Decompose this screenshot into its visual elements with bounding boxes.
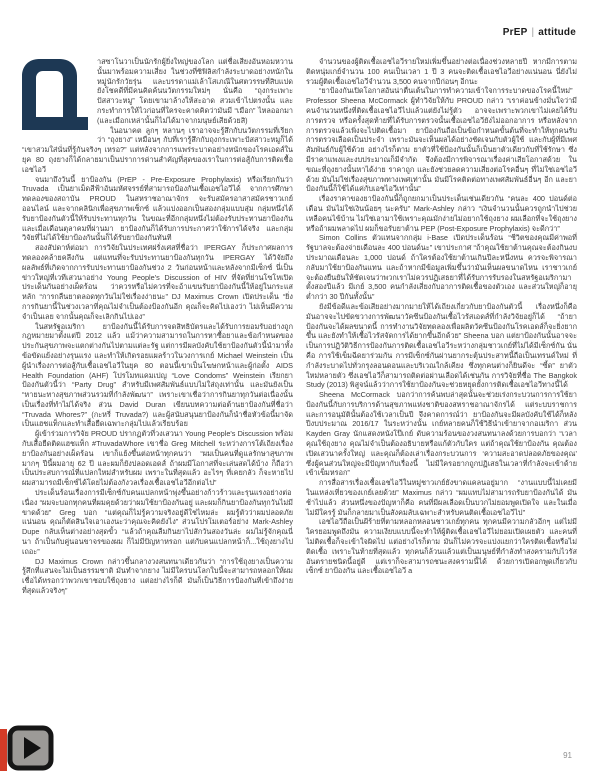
page-edge-red-strip (0, 729, 7, 771)
article-column-left (22, 57, 293, 596)
paragraph: Simon Collins ตัวแทนจากกลุ่ม i-Base เปิดประเด็นร้อน “ชีวิตของคุณมีค่าพอที่รัฐบาลจะต้องจ่ายเดือนละ 400 ปอนด์นะ” เขาประกาศ “ถ้าคุณใช้ยาต้านคุณจะต้องกินงบประมาณเดือนละ 1,000 ปอนด์ ถ้าใครต้องใช้ยาต้านเกินปีละหนึ่งหน ควรจะพิจารณากลับมาใช้ยาป้องกันแทน และถ้าหากมีข้อมูลเพิ่มขึ้นว่ามันเห็นผลขนาดไหน เราชาวเกย์จะต้องยืนยันให้ชัดเจนว่าพวกเราไม่ควรปฏิเสธยาที่ได้รับการรับรองในสหรัฐอเมริกามาตั้งสองปีแล้ว มีเกย์ 3,500 คนกำลังเสี่ยงกับอาการติดเชื้อของตัวเอง และส่วนใหญ่ก็อายุต่ำกว่า 30 ปีกันทั้งนั้น” (306, 233, 577, 302)
paragraph: ในสหรัฐอเมริกา ยาป้องกันนี้ได้รับการจดสิทธิบัตรและได้รับการยอมรับอย่างถูกกฎหมายมาตั้งแต่ปี 2012 แล้ว แม้ว่าความสามารถในการหาซื้อยาและข้อกำหนดของประกันสุขภาพจะแตกต่างกันไปตามแต่ละรัฐ แต่การมีผลบังคับใช้ยาป้องกันตัวนี้นำมาทั้งข้อขัดแย้งอย่างรุนแรง และทำให้เกิดรอยแผลร้าวในวงการเกย์ Michael Weinstein เป็นผู้นำเรื่องการต่อสู้กับเชื้อเอชไอวีในยุค 80 ตอนนี้เขาเป็นโฆษกหน้าและผู้ก่อตั้ง AIDS Health Foundation (AHF) โปรโมทแคมเปญ “Love Condoms” Weinstein เรียกยาป้องกันตัวนี้ว่า “Party Drug” สำหรับมีเพศสัมพันธ์แบบไม่ใส่ถุงเท่านั้น และมันยังเป็น “หายนะทางสุขภาพส่วนรวมที่กำลังพัฒนา” เพราะเขาเชื่อว่าการกินยาทุกวันต่อเนื่องนั้นเป็นเรื่องที่ทำไม่ได้จริง ส่วน David Duran เขียนบทความต่อต้านยาป้องกันที่ชื่อว่า “Truvada Whores?” (กะหรี่ Truvada?) และผู้สนับสนุนยาป้องกันก็นำชื่อหัวข้อนี้มาจัดเป็นแฮชแท็กและทำเสื้อยืดเฉพาะกลุ่มไปแล้วเรียบร้อย (22, 321, 293, 429)
paragraph: ประเด็นร้อนเรื่องการมีเซ็กซ์กับคนแปลกหน้าพุ่งขึ้นอย่างก้าวร้าวและรุนแรงอย่างต่อเนื่อง “ผมจะบอกทุกคนที่ผมคุยด้วยว่าผมใช้ยาป้องกันอยู่ และผมก็กินยาป้องกันทุกวันไม่มีขาดด้วย” Greg บอก “แต่คุณก็ไม่รู้ความจริงอยู่ดีใช่ไหมล่ะ ผมรู้ตัวว่าผมปลอดภัยแน่นอน คุณก็ตัดสินใจเอาเองนะว่าคุณจะคิดยังไง” ส่วนโปรโมเตอร์อย่าง Mark-Ashley Dupe กลับเห็นต่างอย่างสุดขั้ว “แล้วถ้าคุณลืมกินยาไปสักวันสองวันล่ะ ผมไม่รู้จักคุณนี่นา ถ้าเป็นกับคู่นอนขาจรของผม ก็ไม่มีปัญหาหรอก แต่กับคนแปลกหน้าก็...ใช้ถุงยางไปเถอะ” (22, 488, 293, 556)
paragraph: าสซาโนวาเป็นนักรักผู้ยิ่งใหญ่ของโลก แต่ชื่อเสียงอันหอมหวานนั้นมาพร้อมความเสี่ยง ในช่วงที่ซิฟิลิสกำลังระบาดอย่างหนักในหมู่นักรักวัยรุ่น และบรรดาแม่เล้าโสเภณีในศตวรรษที่สิบแปด ยังโชคดีที่มีคนคิดค้นนวัตกรรมใหม่ๆ นั่นคือ “ถุงกระเพาะปัสสาวะหมู” โดยเขามาล้างให้สะอาด สวมเข้าไปตรงนั้น และกระทำการให้ไวก่อนที่ใครจะคาดคิดว่ามันมี “เมือก” ไหลออกมา (และเมือกเหล่านั้นก็ไม่ได้มาจากมนุษย์เสียด้วยสิ) (97, 57, 293, 125)
play-icon (7, 725, 54, 771)
magazine-title: attitude (538, 27, 576, 38)
paragraph: ในอนาคต ลูกๆ หลานๆ เราอาจจะรู้สึกกับนวัตกรรมที่เรียกว่า “ถุงยาง” เหมือนๆ กับที่เรารู้สึกกับถุงกระเพาะปัสสาวะหมูก็ได้ “เขาสวมใส่นั่นที่รู้กันจริงๆ เหรอ?” แต่หลังจากการแพร่ระบาดอย่างหนักของโรคเอดส์ในยุค 80 ถุงยางก็ได้กลายมาเป็นปราการด่านสำคัญที่สุดของเราในการต่อสู้กับการติดเชื้อเอชไอวี (22, 125, 293, 174)
paragraph: จำนวนของผู้ติดเชื้อเอชไอวีรายใหม่เพิ่มขึ้นอย่างต่อเนื่องช่วงหลายปี หากมีการตามติดหนุ่มเกย์จำนวน 100 คนเป็นเวลา 1 ปี 3 คนจะติดเชื้อเอชไอวีอย่างแน่นอน นี่ยังไม่รวมผู้ติดเชื้อเอชไอวีจำนวน 3,500 คนจากปีก่อนๆ อีกนะ (306, 57, 577, 86)
page-header (503, 27, 576, 38)
paragraph: เอชไอวีถือเป็นผีร้ายที่ตามหลอกหลอนชาวเกย์ทุกคน ทุกคนมีความกลัวอีกๆ แต่ไม่มีใครยอมพูดถึงมัน ความเงียบแบบนี้จะทำให้ผู้ติดเชื้อเอชไอวีไม่ยอมเปิดเผยตัว และคนที่ไม่ติดเชื้อก็จะเข้าใจผิดไป แต่อย่างไรก็ตาม มันก็ไม่ควรจะแบ่งแยกว่าใครติดเชื้อหรือไม่ติดเชื้อ เพราะในท้ายที่สุดแล้ว ทุกคนก็ล้วนแล้วแต่เป็นมนุษย์ที่กำลังทำสงครามกับไวรัสอันตรายชนิดนี้อยู่ดี แต่เราก็จะสามารถชนะสงครามนี้ได้ ด้วยการเปิดอกพูดเกี่ยวกับเซ็กซ์ ยาป้องกัน และเชื้อเอชไอวี a (306, 517, 577, 576)
paragraph: Sheena McCormack บอกว่าการค้นพบล่าสุดนั้นจะช่วยเร่งกระบวนการการใช้ยาป้องกันนี้กับการบริการด้านสุขภาพแห่งชาติของสหราชอาณาจักรได้ แต่ระบบราชการและการอนุมัตินั้นต้องใช้เวลาเป็นปี จึงคาดการณ์ว่า ยาป้องกันจะมีผลบังคับใช้ได้ก็หลังปีงบประมาณ 2016/17 ในระหว่างนั้น เกย์หลายคนก็ใช้วิธีนำเข้ายาจากอเมริกา ส่วน Kayden Gray นักแสดงหนังโป๊เกย์ ดับความร้อนของวงสนทนาลงด้วยการบอกว่า “เวลาคุณใช้ถุงยาง คุณไม่จำเป็นต้องอธิบายหรือแก้ตัวกับใคร แต่ถ้าคุณใช้ยาป้องกัน คุณต้องเปิดเสวนาครั้งใหญ่ และคุณก็ต้องเล่าเรื่องกระบวนการ ‘ความสะอาดปลอดภัยของคุณ’ ซึ่งผู้คนส่วนใหญ่จะมีปัญหากับเรื่องนี้ ไม่มีใครอยากถูกปฏิเสธในเวลาที่กำลังจะเข้าด้ายเข้าเข็มหรอก” (306, 390, 577, 478)
paragraph: ยังมีข้อดีและข้อเสียอย่างมากมายให้ได้เถียงเกี่ยวกับยาป้องกันตัวนี้ เรื่องหนึ่งก็คือ มันอาจจะไปขัดขวางการพัฒนาวัคซีนป้องกันเชื้อไวรัสเอดส์ที่กำลังวิจัยอยู่ก็ได้ “ถ้ายาป้องกันจะได้ผลขนาดนี้ การทำงานวิจัยทดลองเพื่อผลิตวัคซีนป้องกันโรคเอดส์ก็จะยิ่งยากขึ้น และยังทำให้เชื้อไวรัสจัดการได้ยากขึ้นอีกด้วย” Sheena บอก แต่ยาป้องกันนั้นอาจจะเป็นการปฏิวัติวิธีการป้องกันการติดเชื้อเอชไอวีระหว่างกลุ่มชาวเกย์ที่ไม่ได้มีเซ็กซ์กัน นั่นคือ การใช้เข็มฉีดยาร่วมกัน การมีเซ็กซ์กันผ่านยากระตุ้นประสาทนี้ถือเป็นเทรนด์ใหม่ ที่กำลังระบาดไปทั่วกรุงลอนดอนและบริเวณใกล้เคียง ซึ่งทุกคนต่างก็ยินดีจะ “ซี้ด” ยาตัวใหม่หลายตัว ซึ่งเอชไอวีก็สามารถติดต่อผ่านเลือดได้เช่นกัน การวิจัยที่ชื่อ The Bangkok Study (2013) พิสูจน์แล้วว่าการใช้ยาป้องกันจะช่วยหยุดยั้งการติดเชื้อเอชไอวีทางนี้ได้ (306, 301, 577, 390)
paragraph: DJ Maximus Crown กล่าวขึ้นกลางวงสนทนาเดียวกันว่า “การใช้ถุงยางเป็นความรู้สึกที่แสนจะไม่เป็นธรรมชาติ มันทำจากยาง ไม่มีใครบนโลกใบนี้จะสามารถหลอกให้ผมเชื่อได้หรอกว่าพวกเขาชอบใช้ถุงยาง แต่อย่างไรก็ดี มันก็เป็นวิธีการป้องกันที่เข้าถึงง่ายที่สุดแล้วจริงๆ” (22, 556, 293, 596)
article-body (22, 57, 578, 596)
paragraph: “ยาป้องกันเปิดโอกาสอันน่าตื่นเต้นในการทำความเข้าใจการระบาดของโรคนี้ใหม่” Professor Sheena McCormack ผู้ทำวิจัยให้กับ PROUD กล่าว “เราค่อนข้างมั่นใจว่ามีคนจำนวนหนึ่งที่ติดเชื้อเอชไอวีไปแล้วแต่ยังไม่รู้ตัว อาจจะเพราะพวกเขาไม่เคยได้รับการตรวจ หรือครั้งสุดท้ายที่ได้รับการตรวจนั้นเชื้อเอชไอวียังไม่ออกอาการ หรือหลังจากการตรวจแล้วเพิ่งจะไปติดเชื้อมา ยาป้องกันถือเป็นข้อกำหนดขั้นต้นที่จะทำให้ทุกคนรับการตรวจเลือดเป็นประจำ เพราะมันจะเห็นผลได้อย่างชัดเจนกับตัวผู้ใช้ และกับผู้ที่มีเพศสัมพันธ์กับผู้ใช้ด้วย อย่างไรก็ตาม ยาตัวที่ใช้ป้องกันนั้นก็เป็นยาตัวเดียวกับที่ใช้รักษา ซึ่งมีราคาแพงและงบประมาณก็มีจำกัด จึงต้องมีการพิจารณาเรื่องค่าเสียโอกาสด้วย ในขณะที่ถุงยางนั้นหาได้ง่าย ราคาถูก และยังช่วยลดความเสี่ยงต่อโรคอื่นๆ ที่ไม่ใช่เอชไอวีด้วย มันไม่ใช่เรื่องสุขภาพทางเพศเท่านั้น มันมีโรคติดต่อทางเพศสัมพันธ์อื่นๆ อีก และยาป้องกันนี้ก็ใช้ได้แค่กับเอชไอวีเท่านั้น” (306, 86, 577, 194)
paragraph: จนมาถึงวันนี้ ยาป้องกัน (PrEP - Pre-Exposure Prophylaxis) หรือเรียกกันว่า Truvada เป็นยาเม็ดสีฟ้าอันมหัศจรรย์ที่สามารถป้องกันเชื้อเอชไอวีได้ จากการศึกษาทดลองของสถาบัน PROUD ในสหราชอาณาจักร จะรับสมัครอาสาสมัครชาวเกย์ออนไลน์ และจากคลินิกเพื่อสุขภาพเซ็กซ์ แล้วแบ่งออกเป็นสองกลุ่มแบบสุ่ม กลุ่มหนึ่งได้รับยาป้องกันตัวนี้ให้รับประทานทุกวัน ในขณะที่อีกกลุ่มหนึ่งไม่ต้องรับประทานยาป้องกัน และเมื่อเดือนตุลาคมที่ผ่านมา ยาป้องกันก็ได้รับการประกาศว่าใช้การได้จริง และกลุ่มวิจัยที่ไม่ได้ใช้ยาป้องกันนั้นก็ได้รับยาป้องกันทันที (22, 174, 293, 243)
header-divider: | (531, 27, 535, 38)
section-label: PrEP (502, 27, 528, 38)
article-column-right (306, 57, 577, 596)
paragraph: การสื่อสารเรื่องเชื้อเอชไอวีในหมู่ชาวเกย์ยังขาดแคลนอยู่มาก “งานแบบนี้ไม่เคยมีในแหล่งเที่ยวของเกย์เลยด้วย” Maximus กล่าว “ผมแทบไม่สามารถรับยาป้องกันได้ มันช้าไปแล้ว ส่วนหนึ่งของปัญหาก็คือ คนที่มีผลเลือดเป็นบวกไม่ยอมพูดเปิดใจ และในเมื่อไม่มีใครรู้ มันก็กลายมาเป็นสังคมลับเฉพาะสำหรับคนติดเชื้อเอชไอวีไป” (306, 478, 577, 517)
play-button[interactable] (7, 725, 54, 771)
paragraph: ผู้เข้าร่วมการวิจัย PROUD ปรากฏตัวที่วงเสวนา Young People's Discussion พร้อมกับเสื้อยืดติดแฮชแท็ก #TruvadaWhore เขาชื่อ Greg Mitchell ระหว่างการโต้เถียงเรื่องยาป้องกันอย่างเผ็ดร้อน เขาก็แย้งขึ้นต่อหน้าทุกคนว่า “ผมเป็นคนที่ดูแลรักษาสุขภาพมากๆ ปีนี้ผมอายุ 62 ปี และผมก็ยังปลอดเอดส์ ถ้าผมมีโอกาสที่จะเล่นสดได้บ้าง ก็ถือว่าเป็นประสบการณ์ที่แปลกใหม่สำหรับผม เพราะในที่สุดแล้ว อะไรๆ ที่เคยกลัว ก็จะหายไป ผมสามารถมีเซ็กซ์ได้โดยไม่ต้องกังวลเรื่องเชื้อเอชไอวีอีกต่อไป” (22, 429, 293, 488)
paragraph: สองสัปดาห์ต่อมา การวิจัยในประเทศฝรั่งเศสที่ชื่อว่า IPERGAY ก็ประกาศผลการทดลองคล้ายคลึงกัน แต่แทนที่จะรับประทานยาป้องกันทุกวัน IPERGAY ได้วิจัยถึงผลลัพธ์ที่เกิดจากการรับประทานยาป้องกันช่วง 2 วันก่อนหน้าและหลังจากมีเซ็กซ์ นี่เป็นข่าวใหญ่ที่เวทีเสวนาอย่าง Young People's Discussion of HIV ที่จัดที่ย่านโซโหเปิดประเด็นกันอย่างเผ็ดร้อน ว่าควรหรือไม่ควรที่จะอ้าแขนรับยาป้องกันนี้ให้อยู่ในกระแสหลัก “การกลืนยาตลอดทุกวันไม่ใช่เรื่องง่ายนะ” DJ Maximus Crown เปิดประเด็น “ยิ่งการกินยานี้ในช่วงเวลาที่คุณไม่จำเป็นต้องป้องกันอีก คุณก็จะคิดไปเองว่า ไม่เห็นมีความจำเป็นเลย จากนั้นคุณก็จะเลิกกินไปเอง” (22, 243, 293, 321)
dropcap-a-icon (22, 59, 88, 135)
paragraph: เรื่องราคาของยาป้องกันนี้ก็ถูกยกมาเป็นประเด็นเช่นเดียวกัน “คนละ 400 ปอนด์ต่อเดือน มันไม่ใช่เงินน้อยๆ นะครับ” Mark-Ashley กล่าว “เงินจำนวนนั้นควรถูกนำไปช่วยเหลือคนไข้บ้าน ไม่ใช่เอามาใช้เพราะคุณมักง่ายไม่อยากใช้ถุงยาง ผมเลือกที่จะใช้ถุงยาง หรือถ้าผมพลาดไป ผมก็ขอรับยาต้าน PEP (Post-Exposure Prophylaxis) จะดีกว่า” (306, 194, 577, 233)
page-number: 91 (563, 751, 572, 760)
